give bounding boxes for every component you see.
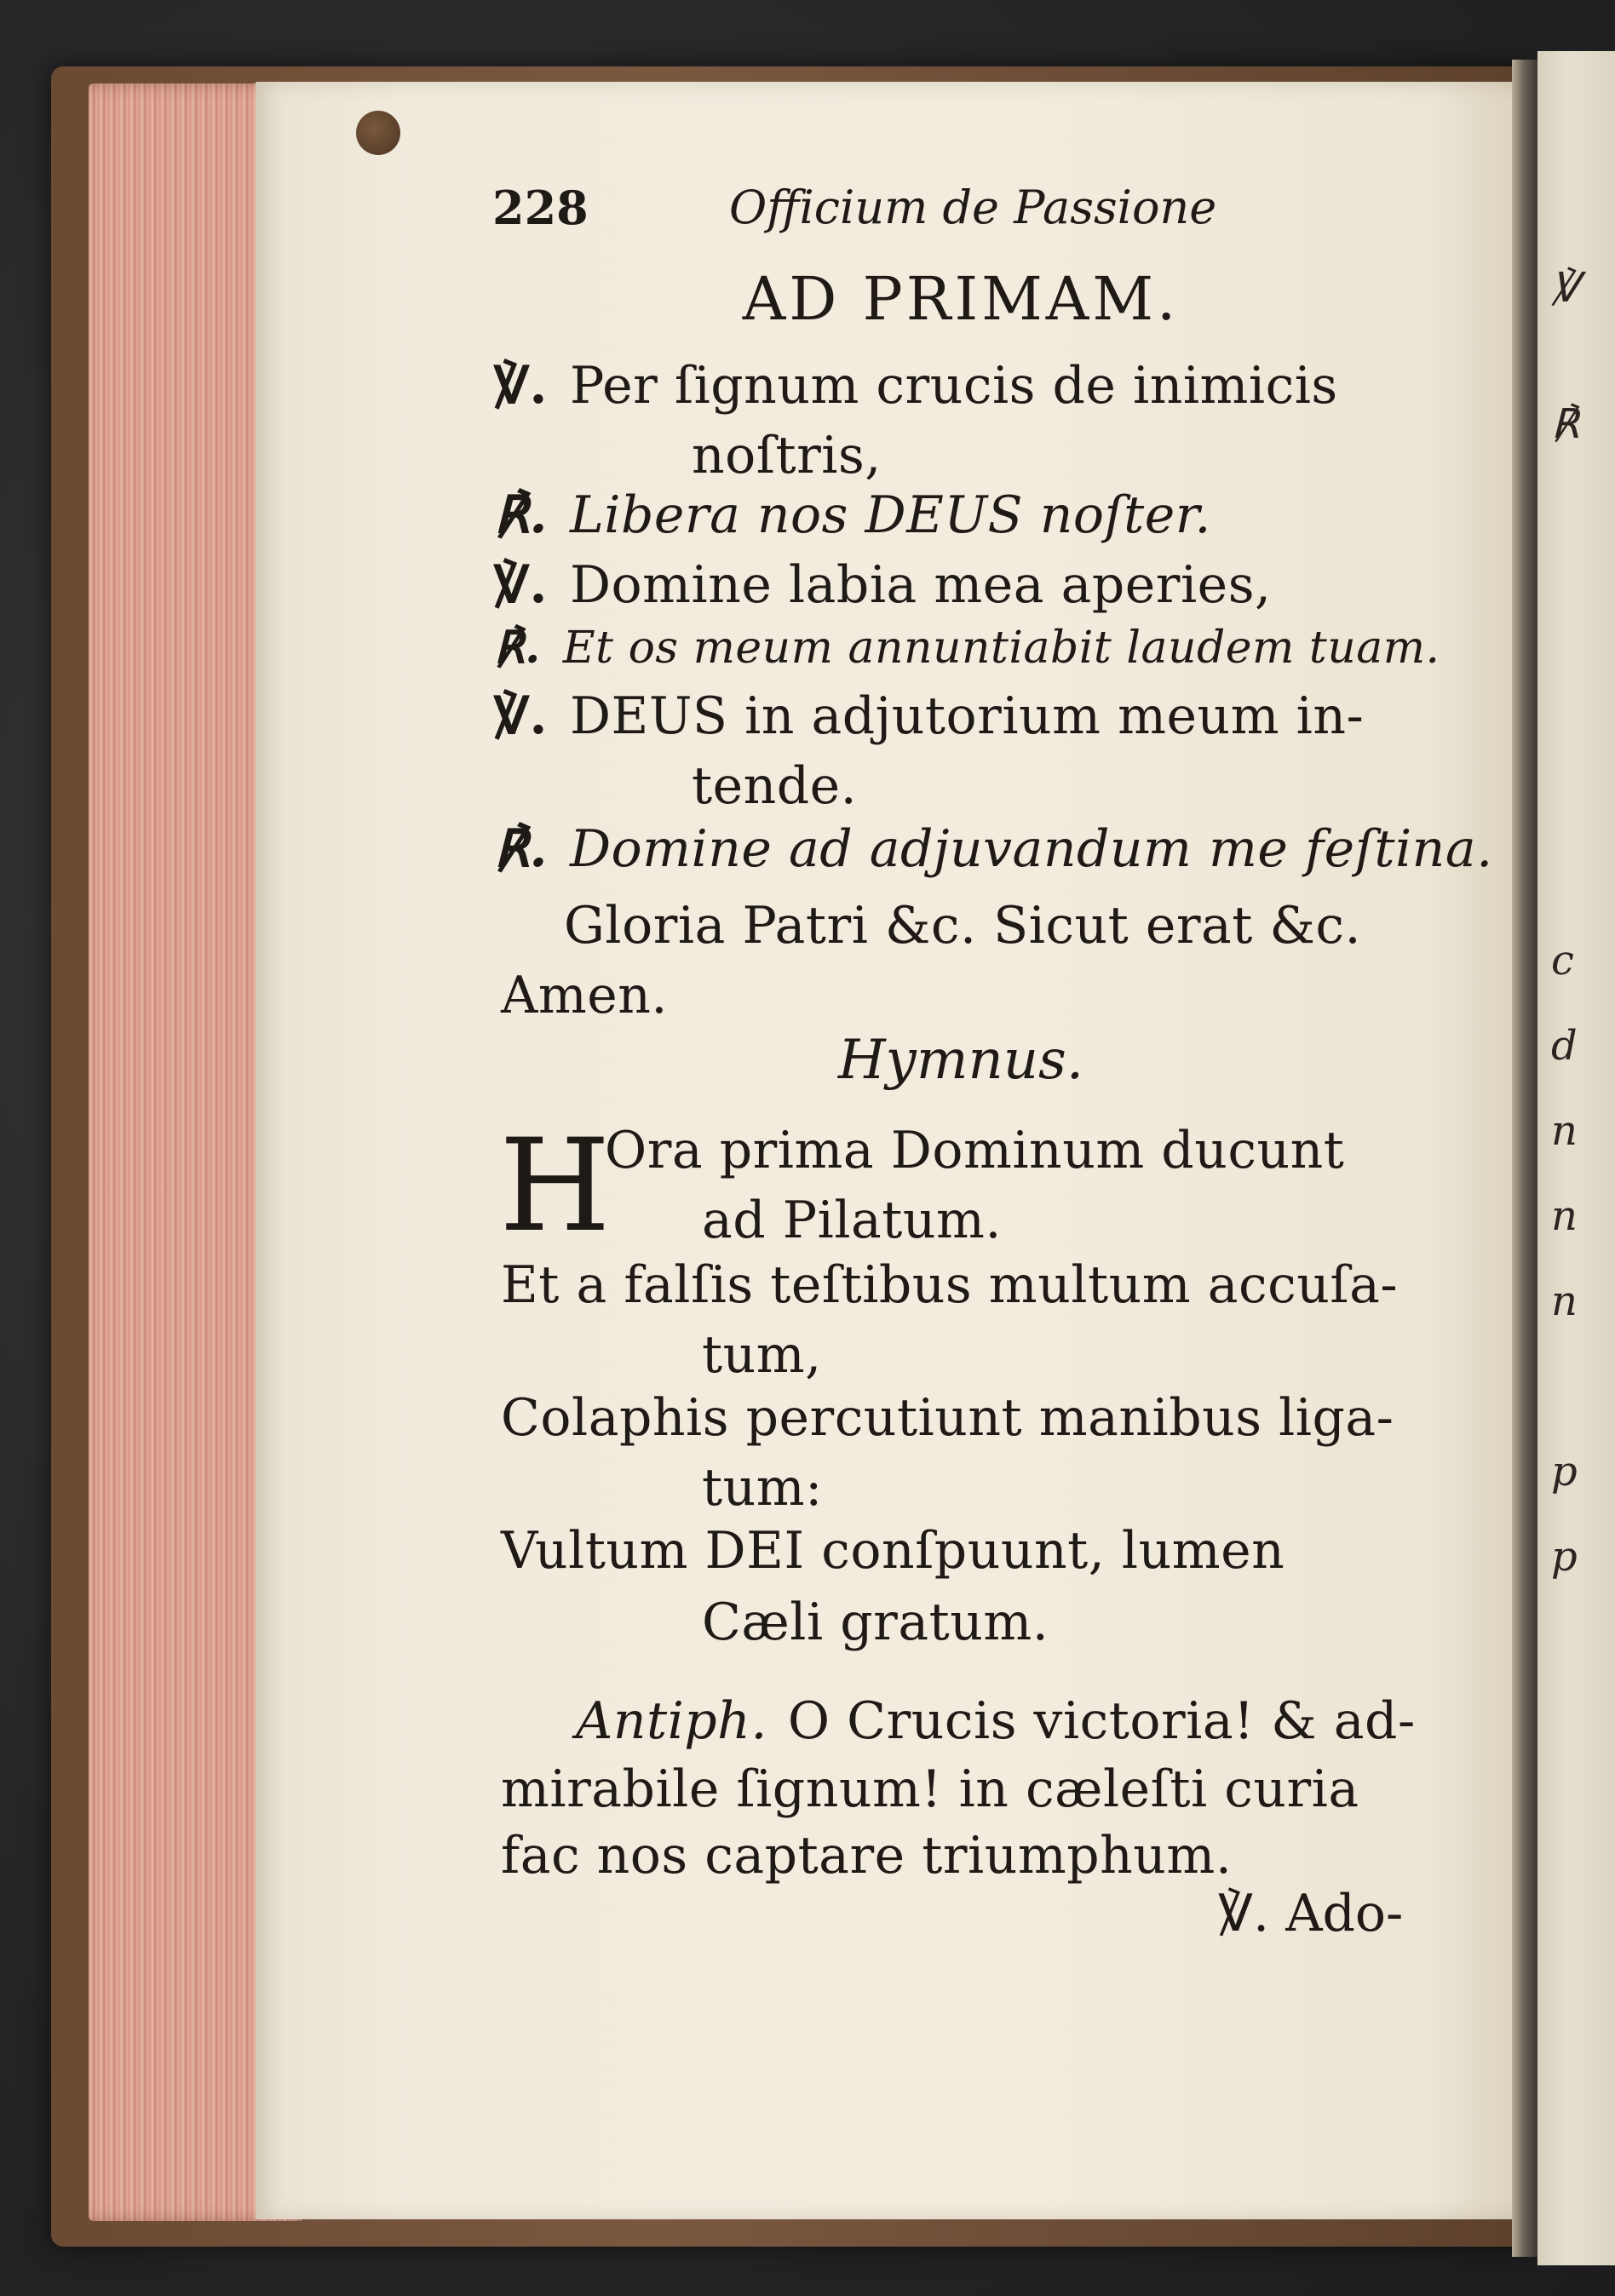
hymn-line: Et a falſis teſtibus multum accuſa- (501, 1255, 1399, 1315)
catchword: ℣. Ado- (1218, 1884, 1404, 1943)
hymn-line: ad Pilatum. (702, 1191, 1002, 1250)
response-line (494, 622, 1440, 674)
facing-page-glyph: ℟ (1551, 400, 1579, 448)
drop-cap: H (499, 1112, 611, 1260)
facing-page-fragment (1537, 51, 1615, 2265)
facing-page-glyph: d (1551, 1022, 1578, 1070)
page-hole (356, 111, 400, 155)
versicle-text: DEUS in adjutorium meum in- (569, 686, 1365, 746)
versicle-continuation: tende. (692, 756, 858, 816)
hymn-line: Cæli gratum. (702, 1593, 1049, 1652)
antiphon-line (576, 1691, 1416, 1751)
versicle-symbol: ℣. (494, 686, 548, 746)
facing-page-glyph: n (1551, 1277, 1578, 1325)
gloria-amen: Amen. (501, 966, 668, 1025)
antiphon-line: mirabile ſignum! in cæleſti curia (501, 1759, 1359, 1819)
hymn-line: tum, (702, 1325, 822, 1385)
running-title: Officium de Passione (729, 181, 1217, 234)
response-symbol: ℟. (494, 819, 548, 879)
versicle-text: Domine labia mea aperies, (569, 555, 1272, 615)
hymn-line: Vultum DEI conſpuunt, lumen (501, 1521, 1285, 1581)
response-symbol: ℟. (494, 622, 541, 674)
versicle-symbol: ℣. (494, 555, 548, 615)
antiphon-label: Antiph. (576, 1691, 767, 1751)
response-symbol: ℟. (494, 485, 548, 545)
hymn-line: tum: (702, 1458, 823, 1518)
facing-page-glyph: p (1551, 1448, 1578, 1495)
response-line (494, 485, 1211, 545)
response-line (494, 819, 1493, 879)
facing-page-glyph: n (1551, 1107, 1578, 1155)
hymn-line: Colaphis percutiunt manibus liga- (501, 1388, 1394, 1448)
hymn-title: Hymnus. (837, 1029, 1084, 1092)
antiphon-line: fac nos captare triumphum. (501, 1826, 1233, 1886)
response-text: Et os meum annuntiabit laudem tuam. (562, 623, 1440, 674)
hymn-line: Ora prima Dominum ducunt (605, 1121, 1345, 1180)
versicle-symbol: ℣. (494, 356, 548, 416)
facing-page-glyph: p (1551, 1533, 1578, 1581)
versicle-continuation: noſtris, (692, 426, 882, 485)
facing-page-glyph: c (1551, 937, 1574, 984)
versicle-line (494, 356, 1338, 416)
facing-page-glyph: n (1551, 1192, 1578, 1240)
versicle-text: Per ſignum crucis de inimicis (569, 356, 1338, 416)
versicle-line (494, 686, 1364, 746)
gutter-shadow (1512, 60, 1537, 2257)
versicle-line (494, 555, 1272, 615)
response-text: Domine ad adjuvandum me feſtina. (569, 819, 1493, 879)
response-text: Libera nos DEUS noſter. (569, 485, 1211, 545)
antiphon-text: O Crucis victoria! & ad- (787, 1691, 1416, 1751)
section-heading: AD PRIMAM. (742, 264, 1180, 334)
facing-page-glyph: ℣ (1551, 264, 1579, 312)
gloria-line: Gloria Patri &c. Sicut erat &c. (564, 896, 1362, 956)
page-number: 228 (492, 181, 589, 235)
